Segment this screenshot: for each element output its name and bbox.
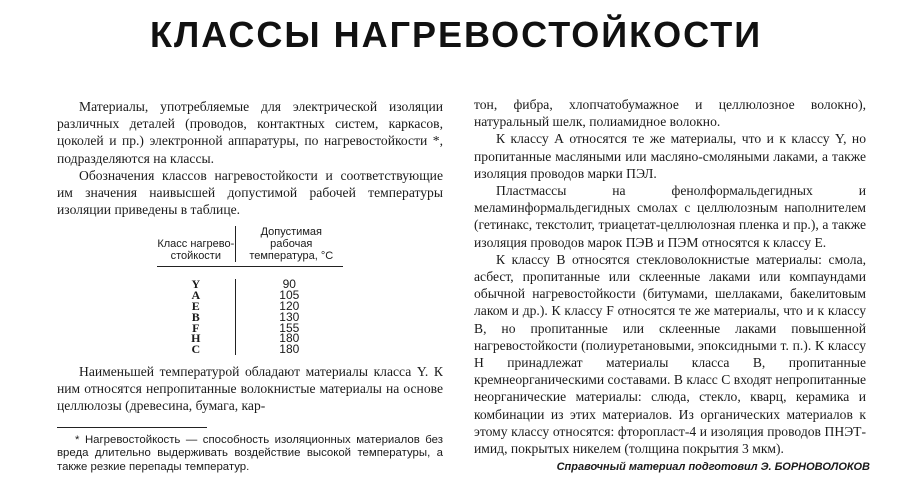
paragraph: Наименьшей температурой обладают материалы класса Y. К ним относятся непропитанные волокнистые материалы на основе целлюлозы (древесина, бумага, кар-: [57, 364, 443, 414]
temperature-table: [157, 226, 343, 355]
header-temperature: Допустимая рабочая температура, °С: [235, 226, 343, 262]
table-cell-temp: 105: [279, 288, 300, 303]
right-column: [474, 96, 866, 457]
table-cell-class: E: [191, 299, 200, 314]
table-cell-class: C: [191, 342, 201, 357]
header-class: Класс нагрево-стойкости: [157, 238, 235, 263]
paragraph: Материалы, употребляемые для электрической изоляции различных деталей (проводов, контактных систем, каркасов, цоколей и пр.) электронной аппаратуры, по нагревостойкости *, подразделяются на классы.: [57, 99, 443, 166]
paragraph: тон, фибра, хлопчатобумажное и целлюлозное волокно), натуральный шелк, полиамидное волокно.: [474, 97, 866, 130]
temperature-column: [235, 279, 343, 355]
left-column: [57, 98, 443, 486]
footnote: * Нагревостойкость — способность изоляционных материалов без вреда длительно выдерживать воздействие высокой температуры, а также резкие перепады температур.: [57, 433, 443, 473]
table-cell-temp: 180: [279, 331, 300, 346]
paragraph: К классу В относятся стекловолокнистые материалы: смола, асбест, пропитанные или склеенные лаками или компаундами обычной нагревостойкости (битумами, шеллаками, бакелитовым лаком и др.). К классу F относятся те же материалы, что и к классу В, но пропитанные или склеенные лаками повышенной нагревостойкости (полиуретановыми, эпоксидными т. п.). К классу Н принадлежат материалы класса В, пропитанные кремнеорганическими составами. В класс С входят непропитанные неорганические материалы: слюда, стекло, кварц, керамика и комбинации из этих материалов. Из органических материалов к этому классу относятся: фторопласт-4 и изоляция проводов ПНЭТ-имид, покрытых никелем (толщина покрытия 3 мкм).: [474, 251, 866, 457]
table-cell-temp: 180: [279, 342, 300, 357]
paragraph: К классу А относятся те же материалы, что и к классу Y, но пропитанные масляными или масляно-смоляными лаками, а также изоляция проводов марки ПЭЛ.: [474, 131, 866, 181]
table-body: [157, 267, 343, 355]
table-cell-temp: 90: [282, 277, 296, 292]
table-cell-class: F: [192, 320, 200, 335]
table-cell-class: A: [191, 288, 201, 303]
table-cell-temp: 120: [279, 299, 300, 314]
table-cell-class: H: [191, 331, 201, 346]
paragraph: Пластмассы на фенолформальдегидных и меламинформальдегидных смолах с целлюлозным наполнителем (гетинакс, текстолит, триацетат-целлюлозная пленка и пр.), а также изоляция проводов марок ПЭВ и ПЭМ относятся к классу Е.: [474, 183, 866, 250]
table-cell-temp: 130: [279, 309, 300, 324]
page-title: КЛАССЫ НАГРЕВОСТОЙКОСТИ: [150, 14, 763, 55]
table-cell-class: Y: [191, 277, 201, 292]
table-header: [157, 226, 343, 267]
footnote-divider: [57, 427, 207, 428]
author-credit: Справочный материал подготовил Э. БОРНОВОЛОКОВ: [556, 461, 870, 473]
table-cell-class: B: [191, 309, 200, 324]
table-cell-temp: 155: [279, 320, 300, 335]
class-column: [157, 279, 235, 355]
paragraph: Обозначения классов нагревостойкости и соответствующие им значения наивысшей допустимой рабочей температуры изоляции приведены в таблице.: [57, 167, 443, 218]
